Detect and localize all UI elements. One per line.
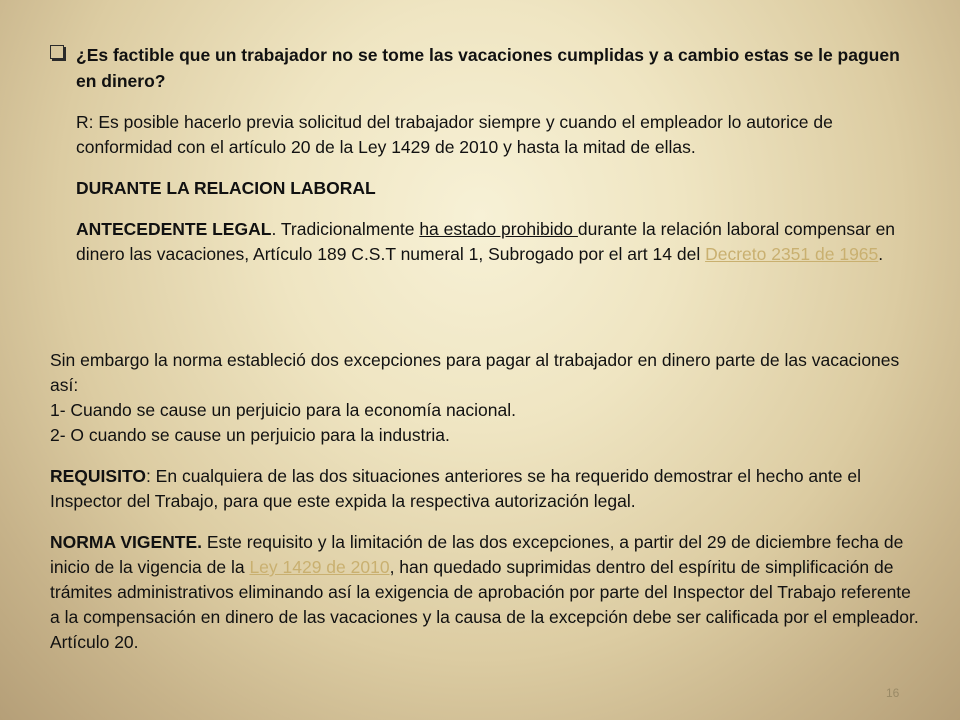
norma-paragraph — [50, 530, 920, 655]
antecedente-underlined: ha estado prohibido — [419, 219, 578, 239]
question-block — [50, 42, 910, 267]
ley-link[interactable]: Ley 1429 de 2010 — [249, 557, 390, 577]
norma-pre: Este requisito y la limitación de las dos excepciones, a partir del 29 de diciembre fecha de inicio de la vigencia de la — [50, 532, 904, 577]
norma-label: NORMA VIGENTE. — [50, 532, 202, 552]
requisito-text: : En cualquiera de las dos situaciones anteriores se ha requerido demostrar el hecho ante el Inspector del Trabajo, para que este expida la respectiva autorización legal. — [50, 466, 861, 511]
body-block — [50, 348, 920, 655]
antecedente-label-suffix: . — [271, 219, 277, 239]
question-text: ¿Es factible que un trabajador no se tome las vacaciones cumplidas y a cambio estas se le paguen en dinero? — [76, 45, 900, 91]
antecedente-post: durante la relación laboral compensar en dinero las vacaciones, Artículo 189 C.S.T numeral 1, Subrogado por el art 14 del — [76, 219, 896, 264]
list-item: 1- Cuando se cause un perjuicio para la economía nacional. — [50, 400, 516, 420]
checkbox-bullet-icon — [50, 45, 64, 59]
antecedente-label: ANTECEDENTE LEGAL — [76, 219, 272, 239]
during-heading: DURANTE LA RELACION LABORAL — [76, 178, 376, 198]
norma-post: , han quedado suprimidas dentro del espíritu de simplificación de trámites administrativos eliminando así la exigencia de aprobación por parte del Inspector del Trabajo referente a la compensación en dinero de las vacaciones y la causa de la excepción debe ser calificada por el empleador. Artículo 20. — [50, 557, 919, 652]
requisito-paragraph — [50, 464, 920, 514]
sin-embargo-text: Sin embargo la norma estableció dos excepciones para pagar al trabajador en dinero parte de las vacaciones así: — [50, 350, 900, 395]
requisito-label: REQUISITO — [50, 466, 146, 486]
list-item: 2- O cuando se cause un perjuicio para la industria. — [50, 425, 450, 445]
antecedente-pre: Tradicionalmente — [276, 219, 420, 239]
antecedente-paragraph — [76, 217, 916, 267]
answer-text: R: Es posible hacerlo previa solicitud del trabajador siempre y cuando el empleador lo autorice de conformidad con el artículo 20 de la Ley 1429 de 2010 y hasta la mitad de ellas. — [76, 112, 833, 157]
decreto-link[interactable]: Decreto 2351 de 1965 — [705, 244, 879, 264]
page-number: 16 — [886, 686, 900, 700]
antecedente-end: . — [878, 244, 884, 264]
